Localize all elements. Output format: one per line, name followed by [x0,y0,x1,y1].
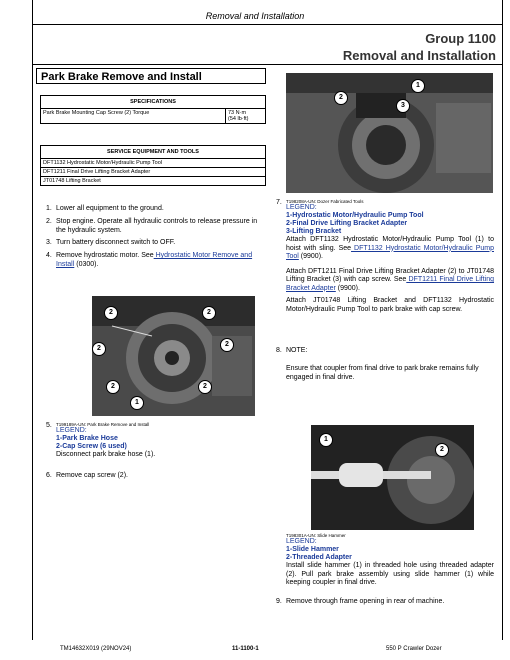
legend-item: 1-Hydrostatic Motor/Hydraulic Pump Tool [286,212,424,219]
note-text: Ensure that coupler from final drive to park brake remains fully engaged in final drive. [286,365,479,381]
figure-caption: T198301A-UN: Slide Hammer [286,533,346,538]
callout-2: 2 [106,380,120,394]
step-number: 2. [46,218,52,225]
section-subtitle: Removal and Installation [342,48,496,63]
legend-title: LEGEND: [286,538,317,545]
step-text: Disconnect park brake hose (1). [56,451,156,458]
step-text-after: (9900). [335,284,360,292]
step-text: Lower all equipment to the ground. [56,205,164,212]
equipment-item: DFT1211 Final Drive Lifting Bracket Adapter [41,168,266,177]
specifications-table [40,95,266,124]
figure-caption: T198208A-UN: Dozer Fabricated Tools [286,199,364,204]
table-row [41,109,266,124]
legend-title: LEGEND: [56,427,87,434]
slide-hammer-step [286,533,494,588]
header-rule [32,24,502,25]
step-text: Attach DFT1132 Hydrostatic Motor/Hydraulic Pump Tool (1) to hoist with sling. See [286,236,494,252]
callout-2: 2 [104,306,118,320]
spec-label: Park Brake Mounting Cap Screw (2) Torque [41,109,226,124]
spec-value-metric: 73 N·m [228,110,247,116]
equipment-item: JT01748 Lifting Bracket [41,177,266,186]
step-paragraph: Attach JT01748 Lifting Bracket and DFT1132 Hydrostatic Motor/Hydraulic Pump Tool to park brake with cap screw. [286,297,494,313]
step-2 [46,218,268,235]
footer-page-number: 11-1100-1 [232,646,259,652]
step-text: Remove hydrostatic motor. See [56,252,154,259]
step-number: 8. [276,347,282,354]
equipment-heading: SERVICE EQUIPMENT AND TOOLS [41,146,266,159]
step-4 [46,252,268,269]
note-label: NOTE: [286,347,308,354]
step-text: Turn battery disconnect switch to OFF. [56,239,176,246]
hydrostatic-motor-link[interactable]: Hydrostatic Motor Remove and Install [56,252,253,268]
step-3 [46,239,268,248]
callout-2: 2 [198,380,212,394]
step-text: Attach DFT1211 Final Drive Lifting Bracket Adapter (2) to JT01748 Lifting Bracket (3) with cap screw. See [286,267,494,283]
slide-hammer-illustration [311,425,474,530]
step-number: 1. [46,205,52,212]
equipment-table [40,145,266,186]
park-brake-photo [92,296,255,416]
callout-1: 1 [411,79,425,93]
step-6 [46,472,268,481]
callout-3: 3 [396,99,410,113]
table-row [41,168,266,177]
step-text: Remove cap screw (2). [56,472,128,479]
legend-item: 1-Slide Hammer [286,546,339,553]
figure-caption: T199189A-UN: Park Brake Remove and Install [56,422,150,427]
step-number: 6. [46,472,52,479]
legend-item: 2-Threaded Adapter [286,554,352,561]
spec-value [226,109,266,124]
legend-title: LEGEND: [286,204,317,211]
callout-2: 2 [334,91,348,105]
table-row [41,159,266,168]
spec-heading: SPECIFICATIONS [41,96,266,109]
step-9 [276,598,494,607]
dft1132-link[interactable]: DFT1132 Hydrostatic Motor/Hydraulic Pump Tool [286,244,494,260]
step-text: Stop engine. Operate all hydraulic controls to release pressure in the hydraulic system. [56,218,258,234]
title-rule [32,64,502,65]
fabricated-tools-illustration [286,73,493,193]
callout-1: 1 [130,396,144,410]
step-text: Remove through frame opening in rear of machine. [286,598,445,605]
footer-model: 550 P Crawler Dozer [386,646,442,652]
callout-2: 2 [202,306,216,320]
callout-2: 2 [220,338,234,352]
legend-item: 1-Park Brake Hose [56,435,118,442]
step-number: 9. [276,598,282,605]
dft1211-link[interactable]: DFT1211 Final Drive Lifting Bracket Adapter [286,276,495,292]
section-title: Park Brake Remove and Install [36,68,266,84]
step-7 [276,199,494,314]
callout-2: 2 [92,342,106,356]
table-row [41,177,266,186]
footer-doc-id: TM14632X019 (29NOV24) [60,646,132,652]
equipment-item: DFT1132 Hydrostatic Motor/Hydraulic Pump Tool [41,159,266,168]
legend-item: 2-Cap Screw (6 used) [56,443,127,450]
step-paragraph [286,268,494,294]
fabricated-tools-photo [286,73,493,193]
step-number: 3. [46,239,52,246]
callout-2: 2 [435,443,449,457]
legend-item: 2-Final Drive Lifting Bracket Adapter [286,220,408,227]
step-8 [276,347,494,356]
running-title: Removal and Installation [205,11,305,21]
step-text-after: (9900). [298,253,323,260]
spec-value-imperial: (54 lb·ft) [228,116,249,122]
step-paragraph [286,236,494,262]
step-5 [46,422,266,460]
step-number: 4. [46,252,52,259]
step-1 [46,205,268,214]
step-text: Install slide hammer (1) in threaded hole using threaded adapter (2). Pull park brake assembly using slide hammer (1) while keeping coupler in final drive. [286,562,494,586]
group-title: Group 1100 [425,31,496,46]
slide-hammer-photo [311,425,474,530]
legend-item: 3-Lifting Bracket [286,228,342,235]
step-text-after: (0300). [74,260,99,268]
step-number: 5. [46,422,52,429]
step-number: 7. [276,199,282,206]
callout-1: 1 [319,433,333,447]
